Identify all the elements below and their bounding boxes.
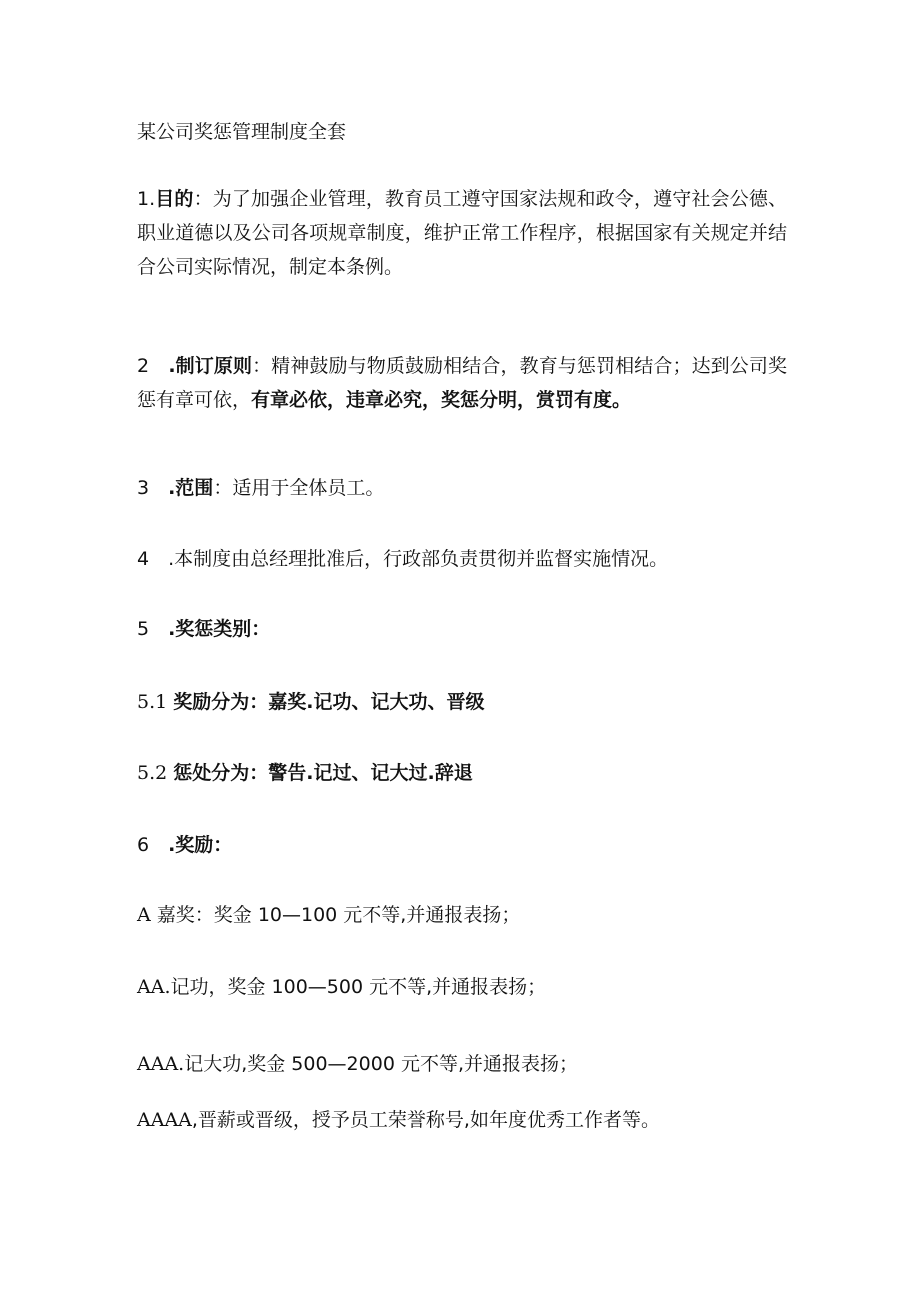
reward-item-a bbox=[137, 900, 797, 930]
section-2-principles bbox=[137, 349, 787, 417]
section-2-number: 2 bbox=[137, 355, 169, 377]
reward-item-a-text: 嘉奖：奖金 10—100 元不等,并通报表扬； bbox=[156, 904, 521, 926]
section-1-number: 1. bbox=[137, 188, 156, 210]
document-title: 某公司奖惩管理制度全套 bbox=[137, 121, 347, 143]
section-1-text: ：为了加强企业管理，教育员工遵守国家法规和政令，遵守社会公德、职业道德以及公司各项规章制度，维护正常工作程序，根据国家有关规定并结合公司实际情况，制定本条例。 bbox=[137, 188, 787, 278]
section-4-number: 4 bbox=[137, 548, 169, 570]
section-1-purpose bbox=[137, 182, 787, 284]
section-5-categories bbox=[137, 614, 797, 644]
reward-item-aaa bbox=[137, 1049, 797, 1079]
section-3-number: 3 bbox=[137, 477, 169, 499]
section-6-number: 6 bbox=[137, 834, 169, 856]
section-3-label: .范围 bbox=[168, 477, 214, 499]
section-5-1-label: 奖励分为：嘉奖.记功、记大功、晋级 bbox=[173, 691, 485, 713]
section-1-label: 目的 bbox=[155, 188, 194, 210]
section-5-1-rewards bbox=[137, 687, 797, 717]
section-2-label: .制订原则 bbox=[168, 355, 253, 377]
reward-item-aa-number: AA. bbox=[137, 976, 171, 998]
section-5-label: .奖惩类别： bbox=[168, 618, 271, 640]
section-4-approval bbox=[137, 544, 797, 574]
section-5-2-penalties bbox=[137, 758, 797, 788]
reward-item-aaaa-number: AAAA bbox=[137, 1109, 192, 1131]
section-6-label: .奖励： bbox=[168, 834, 233, 856]
section-6-rewards bbox=[137, 830, 797, 860]
section-5-2-label: 惩处分为：警告.记过、记大过.辞退 bbox=[173, 762, 473, 784]
reward-item-aaaa bbox=[137, 1105, 797, 1135]
reward-item-aa bbox=[137, 972, 797, 1002]
section-4-text: .本制度由总经理批准后，行政部负责贯彻并监督实施情况。 bbox=[168, 548, 669, 570]
reward-item-aa-text: 记功，奖金 100—500 元不等,并通报表扬； bbox=[170, 976, 547, 998]
section-3-scope bbox=[137, 473, 797, 503]
reward-item-aaa-text: 记大功,奖金 500—2000 元不等,并通报表扬； bbox=[184, 1053, 578, 1075]
reward-item-aaa-number: AAA. bbox=[137, 1053, 185, 1075]
section-5-1-number: 5.1 bbox=[137, 691, 168, 713]
reward-item-a-number: A bbox=[137, 904, 151, 926]
section-2-bold-text: 有章必依，违章必究，奖惩分明，赏罚有度。 bbox=[251, 389, 632, 411]
section-5-2-number: 5.2 bbox=[137, 762, 168, 784]
reward-item-aaaa-text: ,晋薪或晋级，授予员工荣誉称号,如年度优秀工作者等。 bbox=[191, 1109, 660, 1131]
section-2-text: ：精神鼓励与物质鼓励相结合，教育与惩罚相结合；达到公司奖惩有章可依， bbox=[137, 355, 787, 411]
section-5-number: 5 bbox=[137, 618, 169, 640]
section-3-text: ：适用于全体员工。 bbox=[213, 477, 385, 499]
